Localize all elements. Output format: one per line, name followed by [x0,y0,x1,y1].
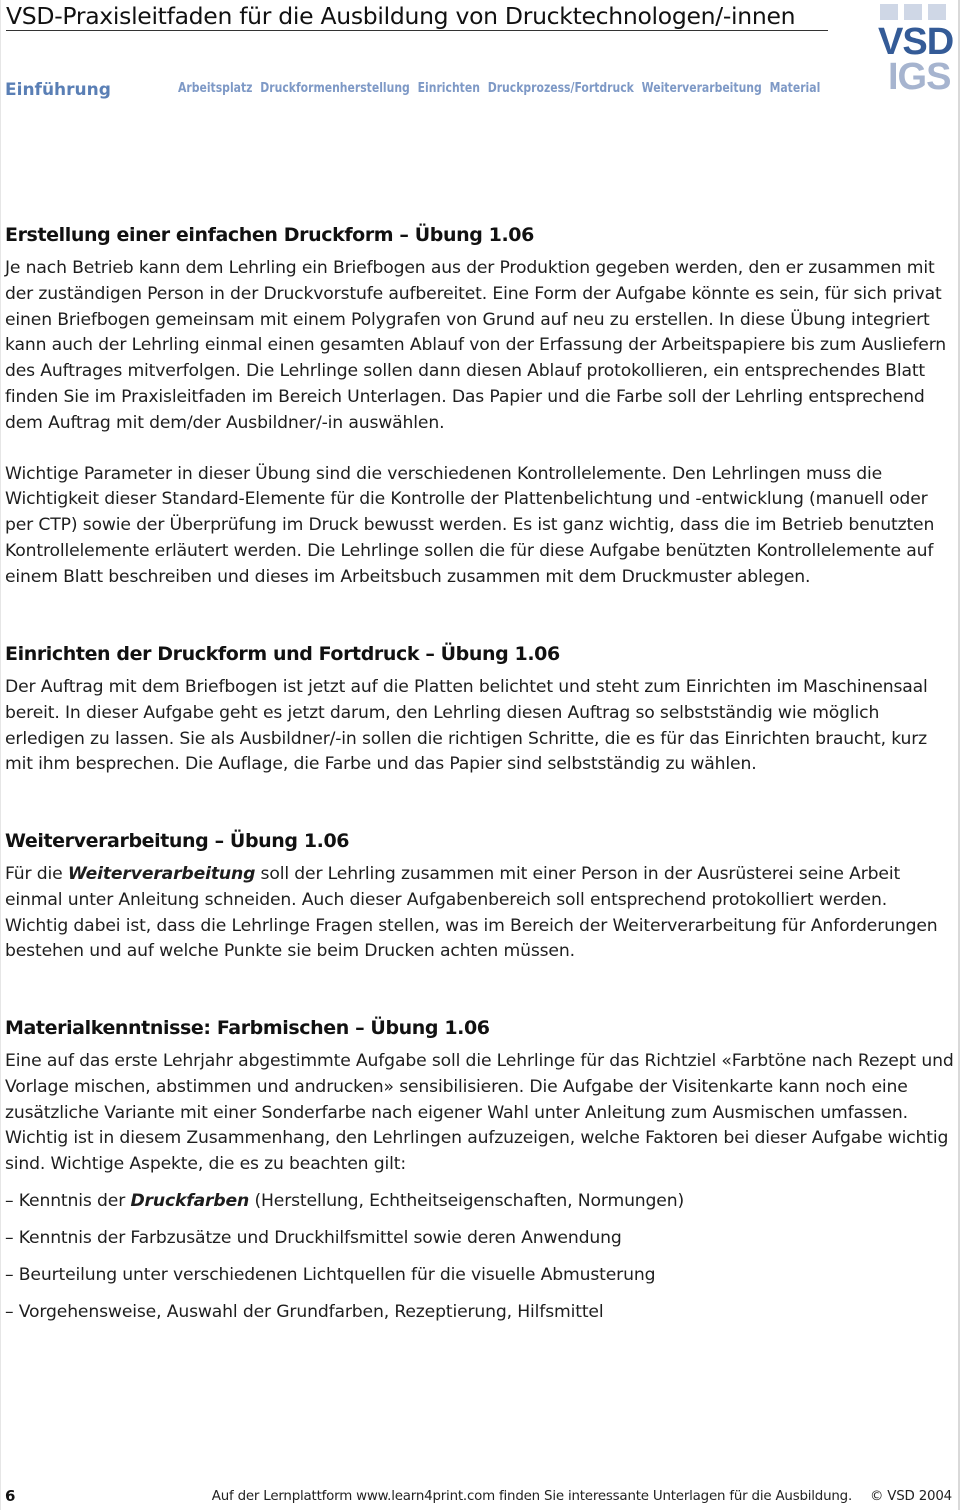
footer [212,1489,952,1504]
logo-square [904,4,922,20]
paragraph: Je nach Betrieb kann dem Lehrling ein Briefbogen aus der Produktion gegeben werden, den er zusammen mit der zuständigen Person in der Druckvorstufe aufbereitet. Eine Form der Aufgabe könnte es sein, für sich privat einen Briefbogen gemeinsam mit einem Polygrafen von Grund auf neu zu erstellen. In diese Übung integriert kann auch der Lehrling einmal einen gesamten Ablauf von der Erfassung der Arbeitspapiere bis zum Ausliefern des Auftrages mitverfolgen. Die Lehrlinge sollen dann diesen Ablauf protokollieren, ein entsprechendes Blatt finden Sie im Praxisleitfaden im Bereich Unterlagen. Das Papier und die Farbe soll der Lehrling entsprechend dem Auftrag mit dem/der Ausbildner/-in auswählen. [5,258,947,433]
text-run: (Herstellung, Echtheitseigenschaften, Normungen) [249,1190,685,1211]
list-item [5,1189,955,1215]
document-title: VSD-Praxisleitfaden für die Ausbildung von Drucktechnologen/-innen [6,2,796,30]
page-number: 6 [5,1487,16,1505]
section-heading: Einrichten der Druckform und Fortdruck – Übung 1.06 [5,643,560,665]
section-weiterverarbeitung [5,830,955,965]
section-einrichten [5,643,955,778]
list-item: – Kenntnis der Farbzusätze und Druckhilfsmittel sowie deren Anwendung [5,1227,622,1248]
chapter-navigation [0,80,840,102]
nav-item-einrichten[interactable]: Einrichten [417,81,480,96]
nav-item-einfuehrung[interactable]: Einführung [5,80,111,100]
logo-text-vsd: VSD [878,21,954,63]
footer-text: Auf der Lernplattform www.learn4print.com finden Sie interessante Unterlagen für die Ausbildung. [211,1489,853,1504]
paragraph: Wichtige Parameter in dieser Übung sind die verschiedenen Kontrollelemente. Den Lehrlingen muss die Wichtigkeit dieser Standard-Elemente für die Kontrolle der Plattenbelichtung und -entwicklung (manuell oder per CTP) sowie der Überprüfung im Druck bewusst werden. Es ist ganz wichtig, dass die im Betrieb benutzten Kontrollelemente erläutert werden. Die Lehrlinge sollen die für diese Aufgabe benützten Kontrollelemente auf einem Blatt beschreiben und dieses im Arbeitsbuch zusammen mit dem Druckmuster ablegen. [5,463,935,587]
emphasis-druckfarben: Druckfarben [130,1190,250,1211]
paragraph [5,862,955,965]
section-materialkenntnisse [5,1017,955,1337]
footer-copyright: © VSD 2004 [870,1489,952,1504]
aspects-list [5,1189,955,1326]
header-divider [6,30,828,31]
logo-square [928,4,946,20]
section-druckform [5,224,955,591]
paragraph: Eine auf das erste Lehrjahr abgestimmte Aufgabe soll die Lehrlinge für das Richtziel «Farbtöne nach Rezept und Vorlage mischen, abstimmen und andrucken» sensibilisieren. Die Aufgabe der Visitenkarte kann noch eine zusätzliche Variante mit einer Sonderfarbe nach eigener Wahl unter Anleitung zum Ausmischen umfassen. Wichtig ist in diesem Zusammenhang, den Lehrlingen aufzuzeigen, welche Faktoren bei dieser Aufgabe wichtig sind. Wichtige Aspekte, die es zu beachten gilt: [5,1051,954,1175]
text-run: Für die [5,864,68,884]
logo-text-igs: IGS [888,56,951,98]
nav-items [178,81,828,96]
paragraph: Der Auftrag mit dem Briefbogen ist jetzt auf die Platten belichtet und steht zum Einrichten im Maschinensaal bereit. In dieser Aufgabe geht es jetzt darum, den Lehrling diesen Auftrag so selbstständig wie möglich erledigen zu lassen. Sie als Ausbildner/-in sollen die richtigen Schritte, die es für das Einrichten braucht, kurz mit ihm besprechen. Die Auflage, die Farbe und das Papier sind selbstständig zu wählen. [5,677,928,775]
nav-item-druckformenherstellung[interactable]: Druckformenherstellung [260,81,410,96]
nav-item-weiterverarbeitung[interactable]: Weiterverarbeitung [641,81,762,96]
page-edge-left [0,0,1,1510]
vsd-igs-logo [878,4,958,100]
section-heading: Materialkenntnisse: Farbmischen – Übung 1.06 [5,1017,490,1039]
nav-item-arbeitsplatz[interactable]: Arbeitsplatz [178,81,253,96]
text-run: soll der Lehrling zusammen mit einer Person in der Ausrüsterei seine Arbeit einmal unter Anleitung schneiden. Auch dieser Aufgabenbereich soll entsprechend protokolliert werden. Wichtig dabei ist, dass die Lehrlinge Fragen stellen, was im Bereich der Weiterverarbeitung für Anforderungen bestehen und auf welche Punkte sie beim Drucken achten müssen. [5,864,938,962]
list-item: – Vorgehensweise, Auswahl der Grundfarben, Rezeptierung, Hilfsmittel [5,1301,604,1322]
section-heading: Weiterverarbeitung – Übung 1.06 [5,830,350,852]
section-heading: Erstellung einer einfachen Druckform – Übung 1.06 [5,224,534,246]
logo-square [880,4,898,20]
nav-item-material[interactable]: Material [769,81,821,96]
text-run: – Kenntnis der [5,1190,131,1211]
logo-squares [880,4,946,20]
nav-item-druckprozess[interactable]: Druckprozess/Fortdruck [487,81,634,96]
emphasis-weiterverarbeitung: Weiterverarbeitung [67,864,256,884]
list-item: – Beurteilung unter verschiedenen Lichtquellen für die visuelle Abmusterung [5,1264,656,1285]
